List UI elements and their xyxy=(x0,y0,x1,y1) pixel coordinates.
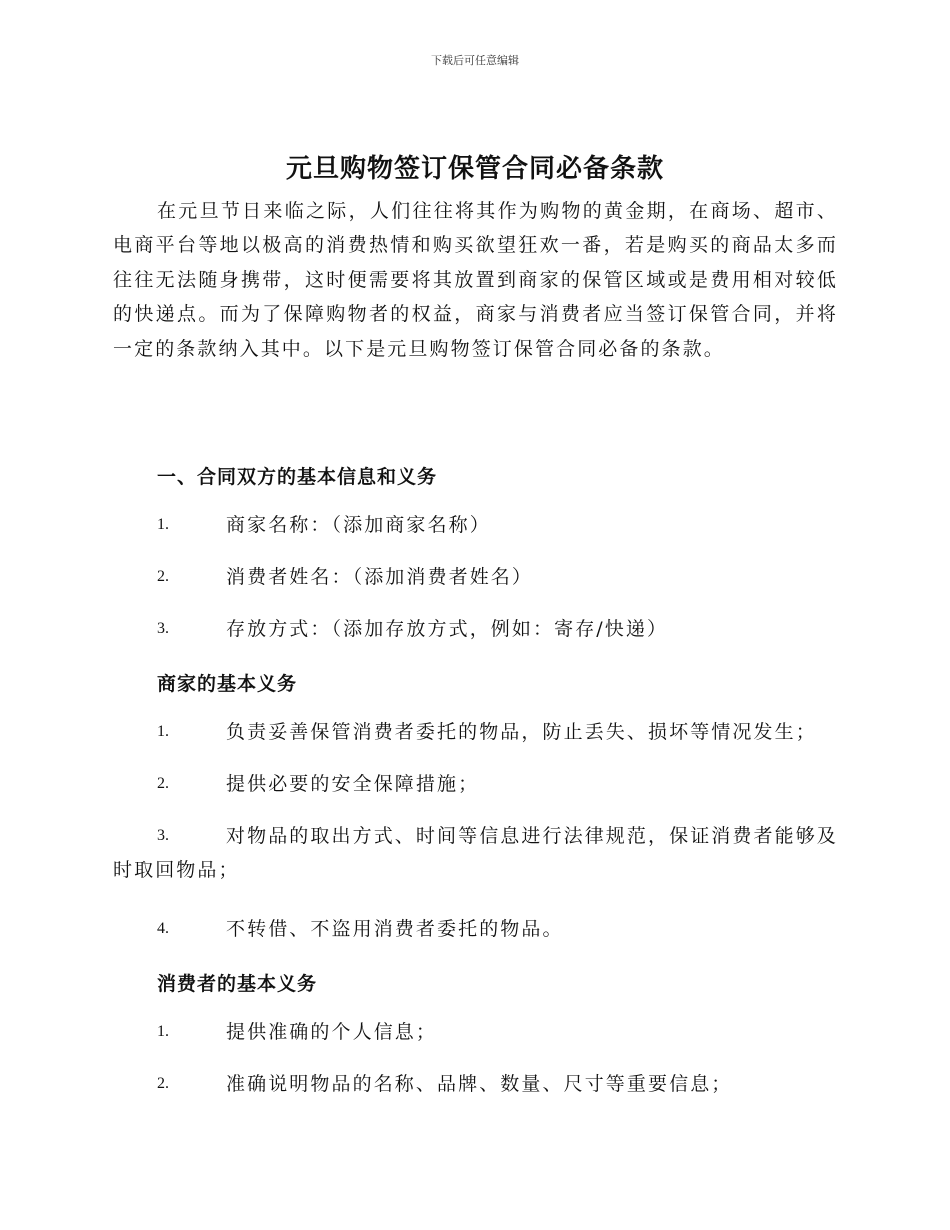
list-item xyxy=(113,1067,838,1101)
list-item-text: 存放方式：（添加存放方式，例如：寄存/快递） xyxy=(226,618,669,640)
list-item-number: 1. xyxy=(157,723,169,740)
list-item-number: 2. xyxy=(157,775,169,792)
list-item xyxy=(113,912,838,946)
list-item-text: 不转借、不盗用消费者委托的物品。 xyxy=(226,918,564,940)
list-item-number: 4. xyxy=(157,920,169,937)
list-item-number: 3. xyxy=(157,620,169,637)
list-item-text: 消费者姓名：（添加消费者姓名） xyxy=(226,566,534,588)
list-item xyxy=(113,767,838,801)
list-item xyxy=(113,715,838,749)
list-item xyxy=(113,508,838,542)
document-title: 元旦购物签订保管合同必备条款 xyxy=(285,154,664,184)
list-item xyxy=(113,1015,838,1049)
intro-paragraph: 在元旦节日来临之际，人们往往将其作为购物的黄金期，在商场、超市、电商平台等地以极高的消费热情和购买欲望狂欢一番，若是购买的商品太多而往往无法随身携带，这时便需要将其放置到商家的保管区域或是费用相对较低的快递点。而为了保障购物者的权益，商家与消费者应当签订保管合同，并将一定的条款纳入其中。以下是元旦购物签订保管合同必备的条款。 xyxy=(113,200,838,360)
list-item xyxy=(113,819,838,888)
list-item xyxy=(113,612,838,646)
list-item xyxy=(113,560,838,594)
list-item-number: 3. xyxy=(157,827,169,844)
section-heading-merchant-duties: 商家的基本义务 xyxy=(157,673,298,695)
list-item-number: 2. xyxy=(157,1075,169,1092)
section-heading-basic-info: 一、合同双方的基本信息和义务 xyxy=(157,466,438,488)
list-item-number: 1. xyxy=(157,516,169,533)
list-item-number: 1. xyxy=(157,1023,169,1040)
list-item-text: 提供必要的安全保障措施； xyxy=(226,773,480,795)
list-item-text: 对物品的取出方式、时间等信息进行法律规范，保证消费者能够及时取回物品； xyxy=(113,825,838,882)
list-item-text: 提供准确的个人信息； xyxy=(226,1021,438,1043)
list-item-text: 商家名称：（添加商家名称） xyxy=(226,514,491,536)
list-item-text: 准确说明物品的名称、品牌、数量、尺寸等重要信息； xyxy=(226,1073,733,1095)
list-item-number: 2. xyxy=(157,568,169,585)
section-heading-consumer-duties: 消费者的基本义务 xyxy=(157,973,318,995)
page-header-note: 下载后可任意编辑 xyxy=(431,54,519,67)
list-item-text: 负责妥善保管消费者委托的物品，防止丢失、损坏等情况发生； xyxy=(226,721,817,743)
